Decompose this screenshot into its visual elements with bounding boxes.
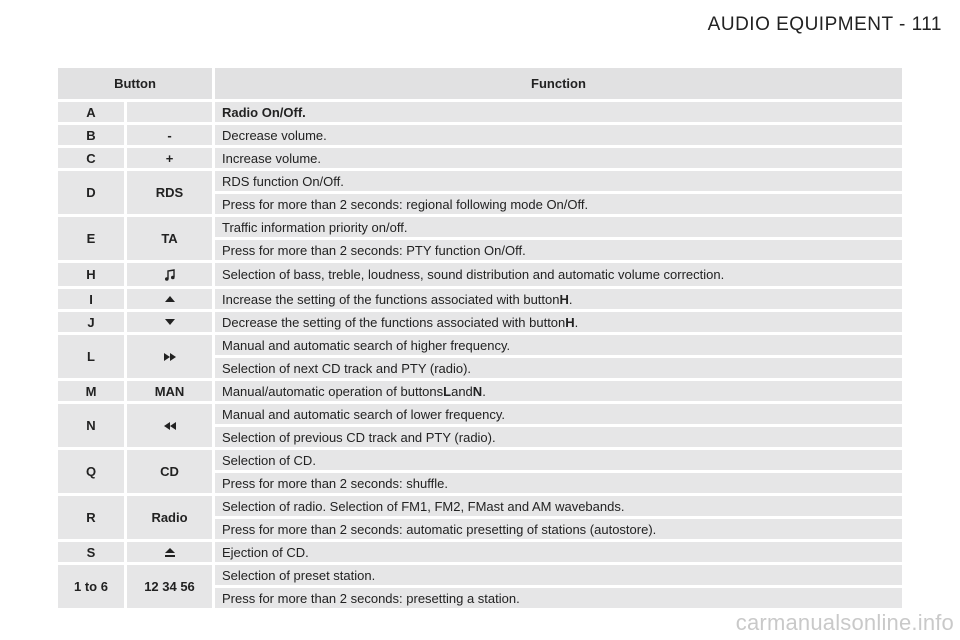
button-letter: H <box>58 263 124 286</box>
function-cell <box>215 171 902 214</box>
audio-buttons-table <box>58 68 902 611</box>
function-text-bold: H <box>565 314 575 330</box>
triangle-up-icon <box>164 295 176 303</box>
button-key-label: CD <box>127 450 212 493</box>
table-row <box>58 289 902 309</box>
table-row <box>58 335 902 378</box>
rewind-icon <box>163 421 177 431</box>
fast-forward-icon <box>163 352 177 362</box>
button-key-label: TA <box>127 217 212 260</box>
function-text: Manual/automatic operation of buttons <box>222 383 444 399</box>
table-row <box>58 381 902 401</box>
function-cell <box>215 404 902 447</box>
function-line <box>215 542 902 562</box>
function-line <box>215 450 902 470</box>
table-row <box>58 565 902 608</box>
function-cell <box>215 450 902 493</box>
function-line <box>215 588 902 608</box>
function-text: Increase the setting of the functions associated with button <box>222 291 560 307</box>
table-header-row <box>58 68 902 99</box>
function-line <box>215 496 902 516</box>
table-row <box>58 542 902 562</box>
function-text-bold: L <box>443 383 452 399</box>
function-line <box>215 381 902 401</box>
table-row <box>58 217 902 260</box>
button-letter: B <box>58 125 124 145</box>
button-key-cell <box>127 335 212 378</box>
eject-icon <box>163 547 177 558</box>
function-line <box>215 217 902 237</box>
function-cell <box>215 125 902 145</box>
function-text: Press for more than 2 seconds: regional following mode On/Off. <box>222 196 589 212</box>
function-text-bold: H <box>559 291 569 307</box>
function-text: Selection of next CD track and PTY (radio). <box>222 360 472 376</box>
function-line <box>215 289 902 309</box>
function-text: Increase volume. <box>222 150 321 166</box>
column-header-function: Function <box>215 68 902 99</box>
watermark: carmanualsonline.info <box>735 610 954 635</box>
button-letter: L <box>58 335 124 378</box>
function-text: and <box>451 383 473 399</box>
table-row <box>58 171 902 214</box>
function-line <box>215 312 902 332</box>
button-key-cell <box>127 542 212 562</box>
button-key-cell <box>127 289 212 309</box>
button-key-cell <box>127 404 212 447</box>
function-cell <box>215 148 902 168</box>
function-text: Decrease volume. <box>222 127 327 143</box>
function-cell <box>215 102 902 122</box>
function-line <box>215 171 902 191</box>
table-row <box>58 312 902 332</box>
button-key-cell <box>127 263 212 286</box>
function-line <box>215 263 902 286</box>
function-text: Decrease the setting of the functions associated with button <box>222 314 566 330</box>
button-key-label: Radio <box>127 496 212 539</box>
button-letter: N <box>58 404 124 447</box>
function-line <box>215 358 902 378</box>
function-text: Press for more than 2 seconds: shuffle. <box>222 475 448 491</box>
function-line <box>215 404 902 424</box>
table-row <box>58 263 902 286</box>
function-text: . <box>574 314 579 330</box>
button-letter: Q <box>58 450 124 493</box>
function-text: Manual and automatic search of higher frequency. <box>222 337 511 353</box>
function-text: Press for more than 2 seconds: presetting a station. <box>222 590 520 606</box>
triangle-down-icon <box>164 318 176 326</box>
function-line <box>215 565 902 585</box>
function-line <box>215 335 902 355</box>
function-text: Press for more than 2 seconds: PTY function On/Off. <box>222 242 526 258</box>
function-line <box>215 194 902 214</box>
function-text-bold: Radio On/Off. <box>222 104 306 120</box>
function-text-bold: N <box>472 383 483 399</box>
button-letter: S <box>58 542 124 562</box>
column-header-button: Button <box>58 68 212 99</box>
page-title: AUDIO EQUIPMENT - 111 <box>707 14 942 35</box>
button-letter: C <box>58 148 124 168</box>
function-cell <box>215 312 902 332</box>
button-key-label: RDS <box>127 171 212 214</box>
button-letter: A <box>58 102 124 122</box>
button-letter: J <box>58 312 124 332</box>
function-text: Selection of radio. Selection of FM1, FM2, FMast and AM wavebands. <box>222 498 625 514</box>
function-line <box>215 473 902 493</box>
function-line <box>215 519 902 539</box>
table-body <box>58 102 902 608</box>
function-cell <box>215 263 902 286</box>
function-text: Selection of preset station. <box>222 567 376 583</box>
button-key-cell <box>127 312 212 332</box>
function-cell <box>215 542 902 562</box>
button-letter: D <box>58 171 124 214</box>
button-key-label: - <box>127 125 212 145</box>
function-text: Press for more than 2 seconds: automatic presetting of stations (autostore). <box>222 521 657 537</box>
button-letter: R <box>58 496 124 539</box>
function-text: . <box>568 291 573 307</box>
table-row <box>58 148 902 168</box>
function-text: Selection of previous CD track and PTY (radio). <box>222 429 496 445</box>
table-row <box>58 450 902 493</box>
button-key-label: 12 34 56 <box>127 565 212 608</box>
button-letter: M <box>58 381 124 401</box>
function-text: Traffic information priority on/off. <box>222 219 408 235</box>
function-line <box>215 148 902 168</box>
function-cell <box>215 381 902 401</box>
function-text: Ejection of CD. <box>222 544 309 560</box>
button-key-label: MAN <box>127 381 212 401</box>
function-text: Selection of bass, treble, loudness, sound distribution and automatic volume correction. <box>222 267 725 282</box>
function-cell <box>215 217 902 260</box>
function-cell <box>215 565 902 608</box>
function-text: Manual and automatic search of lower frequency. <box>222 406 506 422</box>
function-line <box>215 125 902 145</box>
function-cell <box>215 496 902 539</box>
table-row <box>58 102 902 122</box>
function-cell <box>215 289 902 309</box>
function-line <box>215 240 902 260</box>
button-letter: 1 to 6 <box>58 565 124 608</box>
button-key-label: + <box>127 148 212 168</box>
button-key-label <box>127 102 212 122</box>
table-row <box>58 404 902 447</box>
table-row <box>58 496 902 539</box>
function-line <box>215 102 902 122</box>
function-text: RDS function On/Off. <box>222 173 344 189</box>
function-line <box>215 427 902 447</box>
sound-settings-icon <box>163 268 177 282</box>
function-cell <box>215 335 902 378</box>
table-row <box>58 125 902 145</box>
button-letter: E <box>58 217 124 260</box>
function-text: . <box>482 383 486 399</box>
function-text: Selection of CD. <box>222 452 316 468</box>
button-letter: I <box>58 289 124 309</box>
